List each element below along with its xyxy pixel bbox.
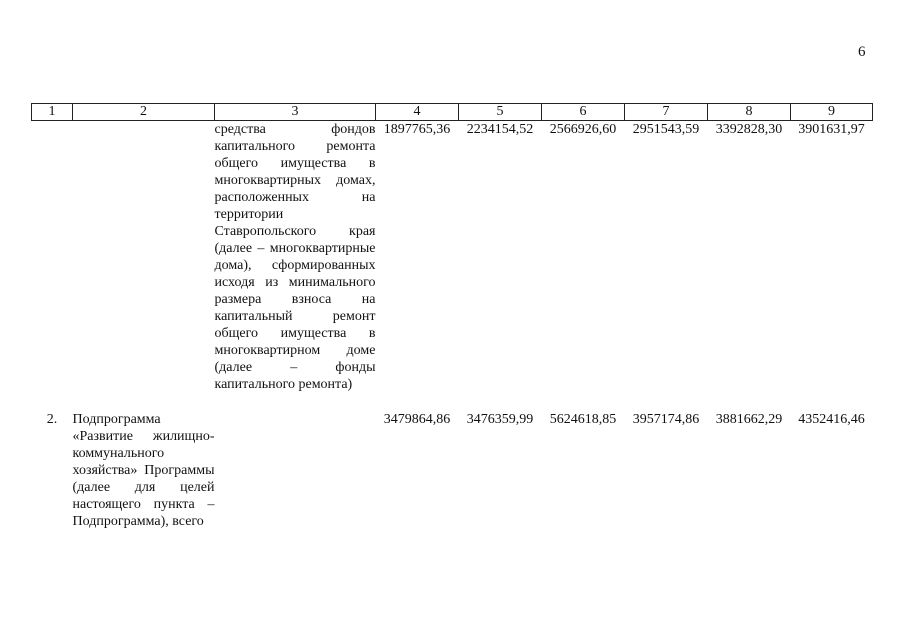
table-row bbox=[32, 393, 873, 530]
value-cell: 1897765,36 bbox=[383, 122, 451, 137]
value-cell: 3476359,99 bbox=[466, 412, 534, 427]
row-index bbox=[32, 121, 73, 394]
value-cell: 2951543,59 bbox=[632, 122, 700, 137]
column-header: 8 bbox=[708, 104, 791, 121]
value-cell: 4352416,46 bbox=[798, 412, 865, 427]
value-cell: 2566926,60 bbox=[549, 122, 617, 137]
value-cell: 3957174,86 bbox=[632, 412, 700, 427]
value-cell: 2234154,52 bbox=[466, 122, 534, 137]
value-cell: 3392828,30 bbox=[715, 122, 783, 137]
column-header: 3 bbox=[215, 104, 376, 121]
value-cell: 3881662,29 bbox=[715, 412, 783, 427]
column-header: 6 bbox=[542, 104, 625, 121]
row-name: Подпрограмма «Развитие жилищно-коммунального хозяйства» Программы (далее для целей настоящего пункта – Подпрограмма), всего bbox=[72, 412, 215, 529]
page-number: 6 bbox=[858, 44, 866, 60]
table-row bbox=[32, 121, 873, 394]
column-header: 4 bbox=[376, 104, 459, 121]
column-header: 7 bbox=[625, 104, 708, 121]
column-header: 1 bbox=[32, 104, 73, 121]
budget-table bbox=[31, 103, 873, 530]
funding-source: средства фондов капитального ремонта общего имущества в многоквартирных домах, расположенных на территории Ставропольского края (далее – многоквартирные дома), сформированных исходя из минимального размера взноса на капитальный ремонт общего имущества в многоквартирном доме (далее – фонды капитального ремонта) bbox=[214, 122, 376, 392]
value-cell: 5624618,85 bbox=[549, 412, 617, 427]
value-cell: 3479864,86 bbox=[383, 412, 451, 427]
funding-source bbox=[215, 393, 376, 530]
row-index: 2. bbox=[46, 412, 58, 427]
value-cell: 3901631,97 bbox=[798, 122, 865, 137]
column-header: 5 bbox=[459, 104, 542, 121]
row-name bbox=[73, 121, 215, 394]
column-header: 2 bbox=[73, 104, 215, 121]
column-header: 9 bbox=[791, 104, 873, 121]
column-number-row bbox=[32, 104, 873, 121]
